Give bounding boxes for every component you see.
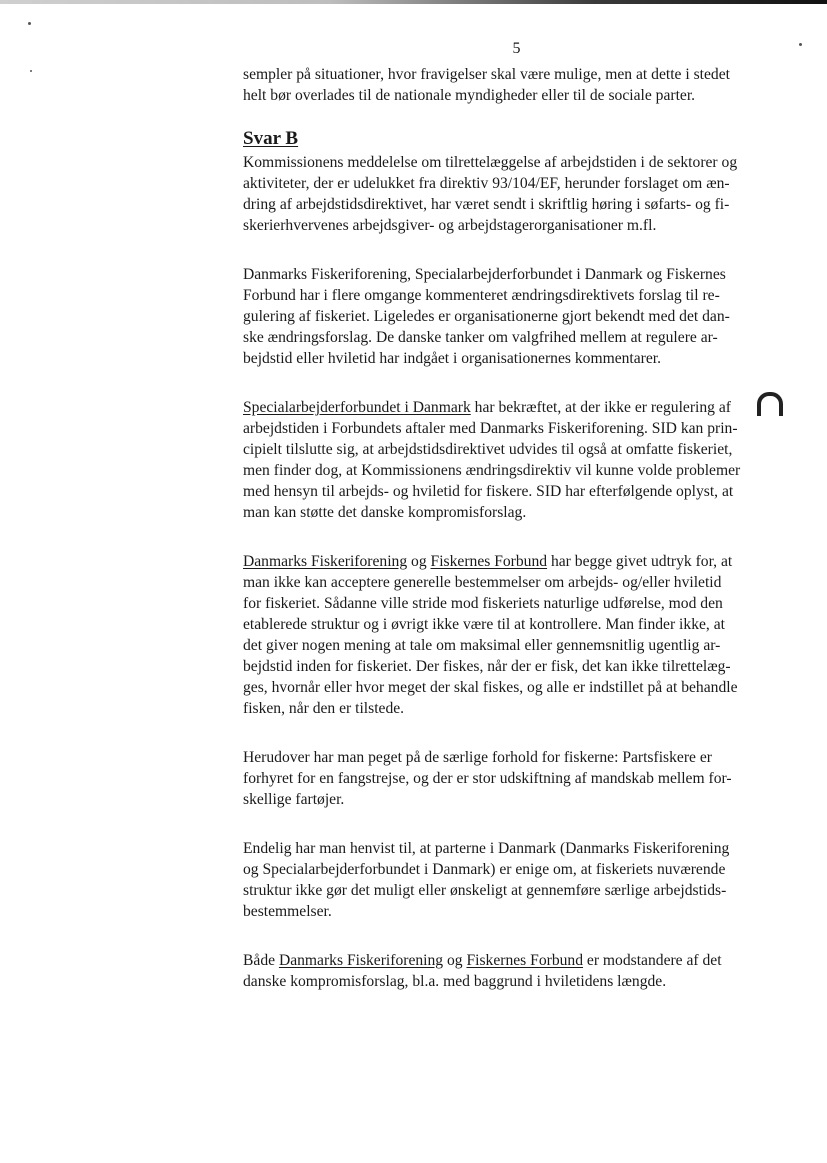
scan-edge xyxy=(0,0,827,4)
document-page xyxy=(243,40,788,1020)
paragraph-3 xyxy=(243,397,788,523)
text-line: bestemmelser. xyxy=(243,903,332,920)
text-line: danske kompromisforslag, bl.a. med baggrund i hviletidens længde. xyxy=(243,973,667,990)
paragraph-5 xyxy=(243,747,788,810)
text-line: etablerede struktur og i øvrigt ikke være til at kontrollere. Man finder ikke, at xyxy=(243,616,725,633)
text-line: bejdstid eller hviletid har indgået i organisationernes kommentarer. xyxy=(243,350,662,367)
text-line xyxy=(243,397,788,418)
text-line: bejdstid inden for fiskeriet. Der fiskes, når der er fisk, det kan ikke tilrettelæg- xyxy=(243,658,731,675)
text-run: har begge givet udtryk for, at xyxy=(547,553,733,570)
text-line: ges, hvornår eller hvor meget der skal fiskes, og alle er indstillet på at behandle xyxy=(243,679,738,696)
text-line: med hensyn til arbejds- og hviletid for fiskere. SID har efterfølgende oplyst, at xyxy=(243,483,734,500)
page-number: 5 xyxy=(512,40,521,57)
paragraph-7 xyxy=(243,950,788,992)
scan-speck xyxy=(28,22,31,25)
text-line: for fiskeriet. Sådanne ville stride mod fiskeriets naturlige udførelse, mod den xyxy=(243,595,723,612)
text-line: men finder dog, at Kommissionens ændringsdirektiv vil kunne volde problemer xyxy=(243,462,741,479)
underlined-org-name: Fiskernes Forbund xyxy=(466,952,584,969)
text-line: dring af arbejdstidsdirektivet, har været sendt i skriftlig høring i søfarts- og fi- xyxy=(243,196,730,213)
text-line xyxy=(243,551,788,572)
text-run: og xyxy=(407,553,431,570)
text-line: og Specialarbejderforbundet i Danmark) er enige om, at fiskeriets nuværende xyxy=(243,861,726,878)
text-line: sempler på situationer, hvor fravigelser skal være mulige, men at dette i stedet xyxy=(243,66,730,83)
text-run: har bekræftet, at der ikke er regulering af xyxy=(470,399,731,416)
text-line: helt bør overlades til de nationale myndigheder eller til de sociale parter. xyxy=(243,87,696,104)
text-run: Både xyxy=(243,952,279,969)
text-line: Herudover har man peget på de særlige forhold for fiskerne: Partsfiskere er xyxy=(243,749,712,766)
text-line: Kommissionens meddelelse om tilrettelæggelse af arbejdstiden i de sektorer og xyxy=(243,154,738,171)
text-line: arbejdstiden i Forbundets aftaler med Danmarks Fiskeriforening. SID kan prin- xyxy=(243,420,738,437)
underlined-org-name: Specialarbejderforbundet i Danmark xyxy=(243,399,471,416)
text-line: fisken, når den er tilstede. xyxy=(243,700,405,717)
text-line: ske ændringsforslag. De danske tanker om valgfrihed mellem at regulere ar- xyxy=(243,329,718,346)
underlined-org-name: Fiskernes Forbund xyxy=(430,553,548,570)
text-run: og xyxy=(443,952,467,969)
paragraph-2 xyxy=(243,264,788,369)
text-line: man ikke kan acceptere generelle bestemmelser om arbejds- og/eller hviletid xyxy=(243,574,722,591)
text-line: Forbund har i flere omgange kommenteret ændringsdirektivets forslag til re- xyxy=(243,287,720,304)
paragraph-1 xyxy=(243,152,788,236)
text-line: struktur ikke gør det muligt eller ønskeligt at gennemføre særlige arbejdstids- xyxy=(243,882,727,899)
paragraph-6 xyxy=(243,838,788,922)
text-line: man kan støtte det danske kompromisforslag. xyxy=(243,504,527,521)
scan-speck xyxy=(799,43,802,46)
underlined-org-name: Danmarks Fiskeriforening xyxy=(278,952,444,969)
text-line: det giver nogen mening at tale om maksimal eller gennemsnitlig ugentlig ar- xyxy=(243,637,721,654)
scan-speck xyxy=(30,70,32,72)
text-line xyxy=(243,950,788,971)
text-line: cipielt tilslutte sig, at arbejdstidsdirektivet udvides til også at omfatte fiskeriet, xyxy=(243,441,733,458)
text-line: aktiviteter, der er udelukket fra direktiv 93/104/EF, herunder forslaget om æn- xyxy=(243,175,730,192)
text-line: gulering af fiskeriet. Ligeledes er organisationerne gjort bekendt med det dan- xyxy=(243,308,730,325)
text-line: Danmarks Fiskeriforening, Specialarbejderforbundet i Danmark og Fiskernes xyxy=(243,266,726,283)
section-title: Svar B xyxy=(243,128,299,149)
underlined-org-name: Danmarks Fiskeriforening xyxy=(243,553,408,570)
text-line: skerierhvervenes arbejdsgiver- og arbejdstagerorganisationer m.fl. xyxy=(243,217,657,234)
text-run: er modstandere af det xyxy=(583,952,722,969)
intro-paragraph xyxy=(243,64,788,106)
text-line: forhyret for en fangstrejse, og der er stor udskiftning af mandskab mellem for- xyxy=(243,770,732,787)
text-line: Endelig har man henvist til, at parterne i Danmark (Danmarks Fiskeriforening xyxy=(243,840,730,857)
text-line: skellige fartøjer. xyxy=(243,791,345,808)
paragraph-4 xyxy=(243,551,788,719)
